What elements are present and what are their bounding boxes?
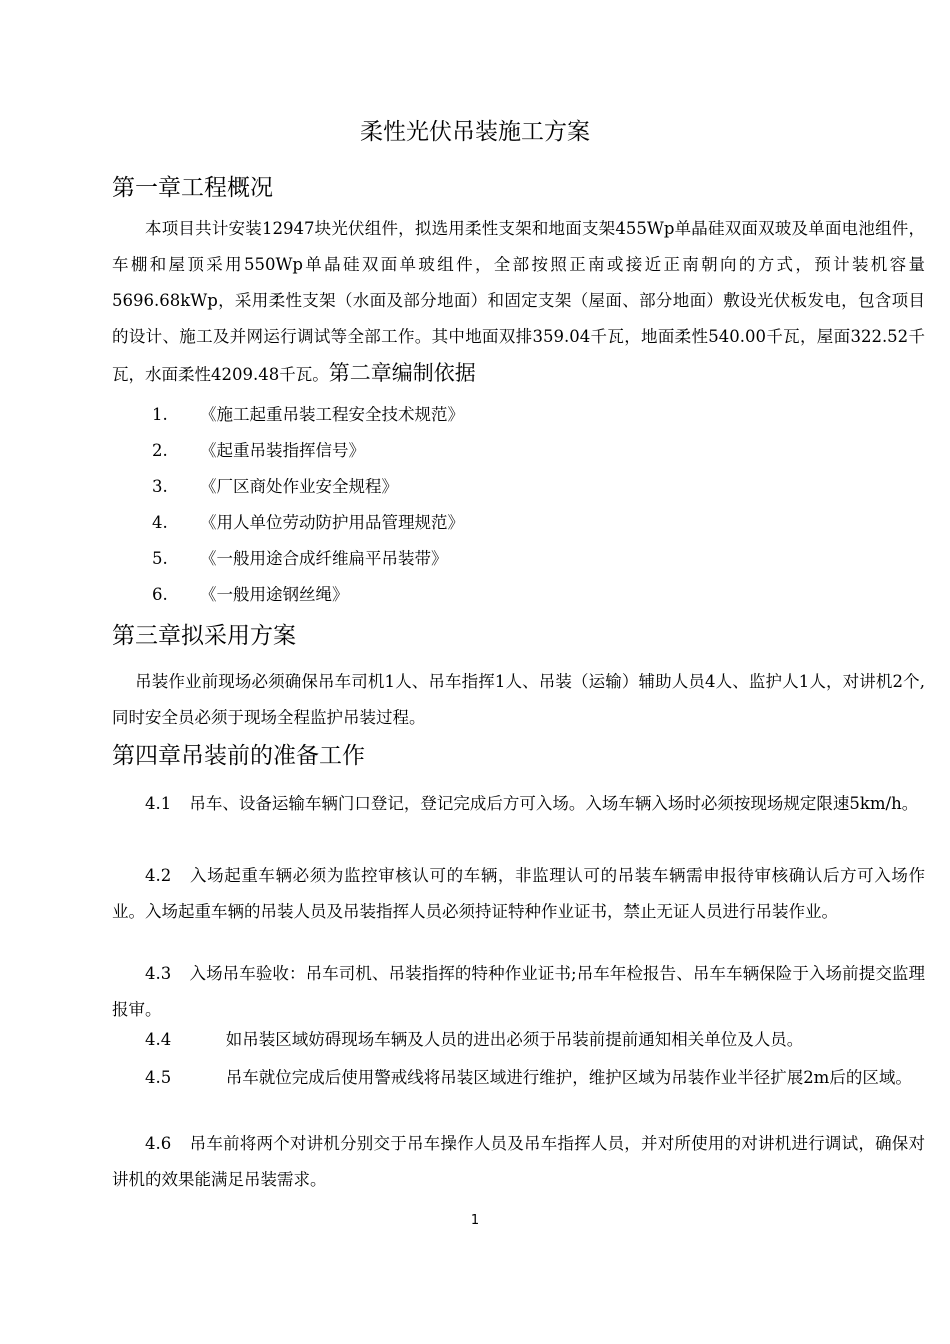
list-item-text: 《起重吊装指挥信号》 — [200, 441, 365, 460]
section-number: 4.1 — [145, 794, 172, 813]
section-paragraph — [112, 858, 925, 930]
list-item-text: 《施工起重吊装工程安全技术规范》 — [200, 405, 464, 424]
list-item-text: 《用人单位劳动防护用品管理规范》 — [200, 513, 464, 532]
list-item-number: 3. — [152, 477, 168, 496]
chapter-3-heading: 第三章拟采用方案 — [112, 623, 296, 649]
list-item-number: 2. — [152, 441, 168, 460]
section-paragraph — [112, 1022, 925, 1058]
section-number: 4.4 — [145, 1030, 172, 1049]
chapter-1-text: 本项目共计安装12947块光伏组件，拟选用柔性支架和地面支架455Wp单晶硅双面双玻及单面电池组件，车棚和屋顶采用550Wp单晶硅双面单玻组件，全部按照正南或接近正南朝向的方式，预计装机容量5696.68kWp，采用柔性支架（水面及部分地面）和固定支架（屋面、部分地面）敷设光伏板发电，包含项目的设计、施工及并网运行调试等全部工作。其中地面双排359.04千瓦，地面柔性540.00千瓦，屋面322.52千瓦，水面柔性4209.48千瓦。 — [112, 219, 925, 384]
section-paragraph — [112, 786, 925, 822]
list-item-number: 4. — [152, 513, 168, 532]
chapter-1-paragraph — [112, 211, 925, 393]
section-number: 4.5 — [145, 1068, 172, 1087]
section-paragraph — [112, 1126, 925, 1198]
section-text: 吊车、设备运输车辆门口登记，登记完成后方可入场。入场车辆入场时必须按现场规定限速5km/h。 — [189, 794, 919, 813]
section-text: 如吊装区域妨碍现场车辆及人员的进出必须于吊装前提前通知相关单位及人员。 — [225, 1030, 804, 1049]
chapter-3-paragraph: 吊装作业前现场必须确保吊车司机1人、吊车指挥1人、吊装（运输）辅助人员4人、监护人1人，对讲机2个,同时安全员必须于现场全程监护吊装过程。 — [112, 672, 925, 727]
section-paragraph — [112, 956, 925, 1028]
list-item-text: 《厂区商处作业安全规程》 — [200, 477, 398, 496]
list-item-number: 6. — [152, 585, 168, 604]
section-text: 入场起重车辆必须为监控审核认可的车辆，非监理认可的吊装车辆需申报待审核确认后方可入场作业。入场起重车辆的吊装人员及吊装指挥人员必须持证特种作业证书，禁止无证人员进行吊装作业。 — [112, 866, 925, 921]
section-text: 入场吊车验收：吊车司机、吊装指挥的特种作业证书;吊车年检报告、吊车车辆保险于入场前提交监理报审。 — [112, 964, 925, 1019]
section-text: 吊车前将两个对讲机分别交于吊车操作人员及吊车指挥人员，并对所使用的对讲机进行调试，确保对讲机的效果能满足吊装需求。 — [112, 1134, 925, 1189]
list-item-number: 5. — [152, 549, 168, 568]
list-item-number: 1. — [152, 405, 168, 424]
chapter-1-heading: 第一章工程概况 — [112, 175, 273, 201]
page-number: 1 — [470, 1213, 480, 1228]
section-number: 4.3 — [145, 964, 172, 983]
list-item-text: 《一般用途钢丝绳》 — [200, 585, 349, 604]
chapter-4-heading: 第四章吊装前的准备工作 — [112, 743, 365, 769]
list-item-text: 《一般用途合成纤维扁平吊装带》 — [200, 549, 448, 568]
section-number: 4.6 — [145, 1134, 172, 1153]
chapter-2-heading: 第二章编制依据 — [328, 361, 476, 385]
section-number: 4.2 — [145, 866, 172, 885]
section-paragraph — [112, 1060, 925, 1096]
document-title: 柔性光伏吊装施工方案 — [360, 119, 590, 145]
section-text: 吊车就位完成后使用警戒线将吊装区域进行维护，维护区域为吊装作业半径扩展2m后的区域。 — [225, 1068, 912, 1087]
